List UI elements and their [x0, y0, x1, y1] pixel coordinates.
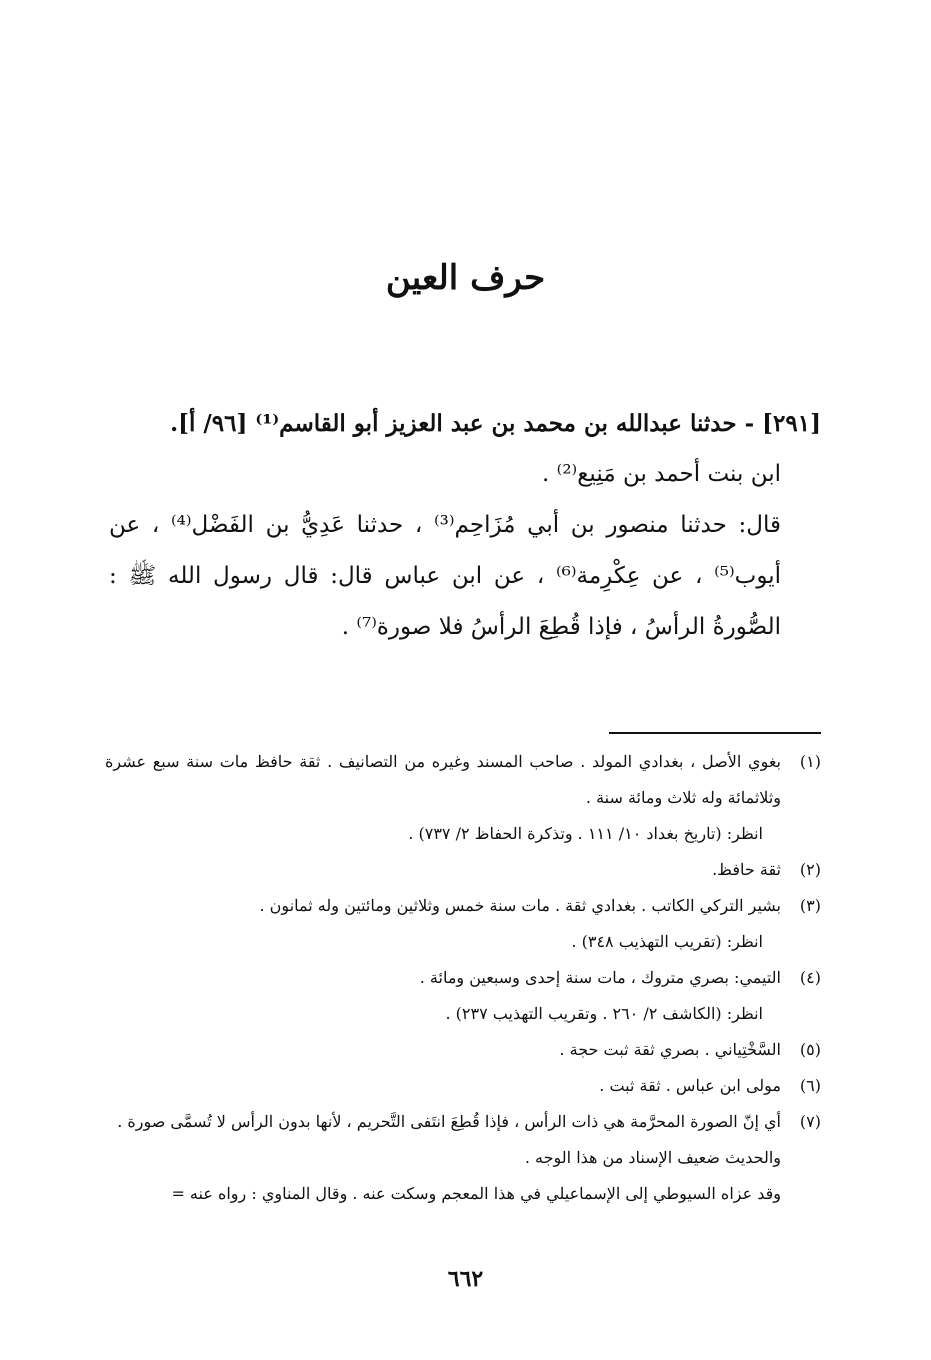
footnote-number: (٢) [799, 860, 821, 879]
footnote-number: (١) [799, 752, 821, 771]
footnotes [105, 744, 821, 1212]
footnote-2 [105, 852, 821, 888]
footnote-5 [105, 1032, 821, 1068]
footnote-text: التيمي: بصري متروك ، مات سنة إحدى وسبعين ومائة . [419, 968, 781, 987]
footnote-text: بشير التركي الكاتب . بغدادي ثقة . مات سنة خمس وثلاثين ومائتين وله ثمانون . [259, 896, 781, 915]
chapter-title: حرف العين [385, 258, 546, 298]
footnote-text: السَّخْتِياني . بصري ثقة ثبت حجة . [559, 1040, 781, 1059]
footnote-text: ثقة حافظ. [712, 860, 781, 879]
footnote-1 [105, 744, 821, 816]
footnote-reference: انظر: (الكاشف ٢/ ٢٦٠ . وتقريب التهذيب ٢٣٧) . [445, 1004, 763, 1023]
footnote-6 [105, 1068, 821, 1104]
footnote-divider [609, 732, 821, 734]
entry-heading: [٢٩١] - حدثنا عبدالله بن محمد بن عبد العزيز أبو القاسم⁽¹⁾ [٩٦/ أ]. [170, 410, 821, 437]
footnote-number: (٥) [799, 1040, 821, 1059]
footnote-7 [105, 1104, 821, 1140]
footnote-note-continued: وقد عزاه السيوطي إلى الإسماعيلي في هذا المعجم وسكت عنه . وقال المناوي : رواه عنه = [171, 1184, 781, 1203]
footnote-text: مولى ابن عباس . ثقة ثبت . [599, 1076, 781, 1095]
entry-line-chain-and-text: قال: حدثنا منصور بن أبي مُزَاحِم⁽³⁾ ، حدثنا عَدِيُّ بن الفَضْل⁽⁴⁾ ، عن أيوب⁽⁵⁾ ، عن عِكْرِمة⁽⁶⁾ ، عن ابن عباس قال: قال رسول الله ﷺ : الصُّورةُ الرأسُ ، فإذا قُطِعَ الرأسُ فلا صورة⁽⁷⁾ . [109, 512, 781, 640]
footnote-reference: انظر: (تاريخ بغداد ١٠/ ١١١ . وتذكرة الحفاظ ٢/ ٧٣٧) . [408, 824, 763, 843]
footnote-text: أي إنّ الصورة المحرَّمة هي ذات الرأس ، فإذا قُطِعَ انتَفى التَّحريم ، لأنها بدون الرأس لا تُسمَّى صورة . [117, 1112, 781, 1131]
footnote-number: (٣) [799, 896, 821, 915]
footnote-number: (٧) [799, 1112, 821, 1131]
page-number: ٦٦٢ [447, 1266, 484, 1292]
entry-line-narrator: ابن بنت أحمد بن مَنِيع⁽²⁾ . [542, 461, 781, 487]
footnote-number: (٤) [799, 968, 821, 987]
footnote-4 [105, 960, 821, 996]
footnote-reference: انظر: (تقريب التهذيب ٣٤٨) . [571, 932, 763, 951]
hadith-entry [109, 398, 821, 653]
footnote-3 [105, 888, 821, 924]
footnote-note: والحديث ضعيف الإسناد من هذا الوجه . [524, 1148, 781, 1167]
footnote-text: بغوي الأصل ، بغدادي المولد . صاحب المسند وغيره من التصانيف . ثقة حافظ مات سنة سبع عشرة وثلاثمائة وله ثلاث ومائة سنة . [105, 752, 782, 807]
footnote-number: (٦) [799, 1076, 821, 1095]
